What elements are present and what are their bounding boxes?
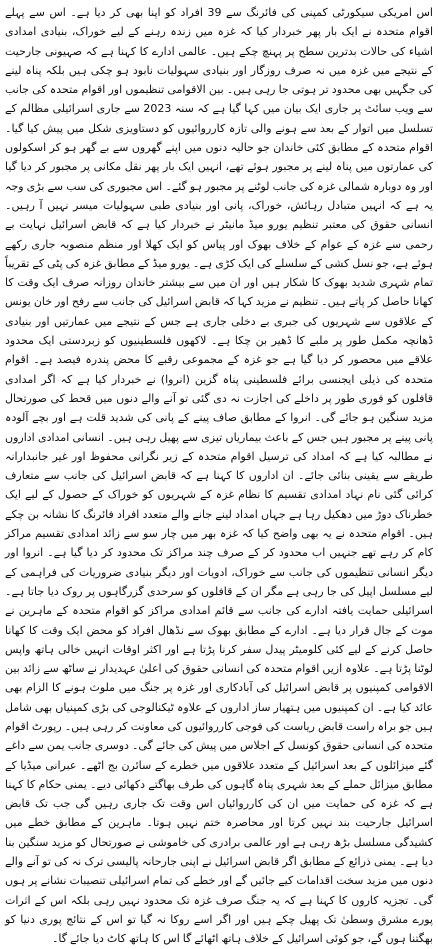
- article-body: اس امریکی سیکورٹی کمپنی کی فائرنگ سے 39 افراد کو اپنا بھی کر دیا ہے۔ اس سے پہلے اقوام متحدہ نے ایک بار پھر خبردار کیا کہ غزہ میں زندہ رہنے کے لیے خوراک، بنیادی امدادی اشیاء کی حالات بدترین سطح پر پہنچ چکے ہیں۔ عالمی ادارے کا کہنا ہے کہ صہیونی جارحیت کے نتیجے میں غزہ میں نہ صرف روزگار اور بنیادی سہولیات نابود ہو چکی ہیں بلکہ پناہ لینے کی جگہیں بھی محدود تر ہوتی جا رہی ہیں۔ بین الاقوامی تنظیموں اور اقوام متحدہ کی جانب سے ویب سائٹ پر جاری ایک بیان میں کہا گیا ہے کہ سنہ 2023 سے جاری اسرائیلی مظالم کے تسلسل میں اتوار کے بعد سے ہونے والی تازہ کارروائیوں کو دستاویزی شکل میں پیش کیا گیا۔ اقوام متحدہ کے مطابق کئی خاندان جو حالیہ دنوں میں اپنے گھروں سے بے گھر ہو کر اسکولوں کی عمارتوں میں پناہ لینے پر مجبور ہوئے تھے، انہیں ایک بار پھر نقل مکانی پر مجبور کر دیا گیا اور وہ دوبارہ شمالی غزہ کی جانب لوٹنے پر مجبور ہو گئے۔ اس مجبوری کی سب سے بڑی وجہ یہ ہے کہ انہیں متبادل رہائش، خوراک، پانی اور بنیادی طبی سہولیات میسر نہیں آ رہیں۔ انسانی حقوق کی معتبر تنظیم یورو میڈ مانیٹر نے خبردار کیا ہے کہ قابض اسرائیل نہایت بے رحمی سے غزہ کے عوام کے خلاف بھوک اور پیاس کو ایک کھلا اور منظم منصوبہ جاری رکھے ہوئے ہے، جو نسل کشی کے سلسلے کی ایک کڑی ہے۔ یورو میڈ کے مطابق غزہ کی پٹی کے تقریباً تمام شہری شدید بھوک کا شکار ہیں اور ان میں سے بیشتر خاندان روزانہ صرف ایک وقت کا کھانا حاصل کر پاتے ہیں۔ تنظیم نے مزید کہا کہ قابض اسرائیل کی جانب سے رفح اور خان یونس کے علاقوں سے شہریوں کی جبری بے دخلی جاری ہے جس کے نتیجے میں عمارتیں اور بنیادی ڈھانچہ مکمل طور پر ملبے کا ڈھیر بن چکا ہے۔ لاکھوں فلسطینیوں کو زبردستی ایک محدود علاقے میں محصور کر دیا گیا ہے جو غزہ کے مجموعی رقبے کا محض پندرہ فیصد ہے۔ اقوام متحدہ کی ذیلی ایجنسی برائے فلسطینی پناہ گزین (انروا) نے خبردار کیا ہے کہ اگر امدادی قافلوں کو فوری طور پر داخلے کی اجازت نہ دی گئی تو آنے والے دنوں میں قحط کی صورتحال مزید سنگین ہو جائے گی۔ انروا کے مطابق صاف پینے کے پانی کی شدید قلت ہے اور بچے آلودہ پانی پینے پر مجبور ہیں جس کے باعث بیماریاں تیزی سے پھیل رہی ہیں۔ انسانی امدادی اداروں نے مطالبہ کیا ہے کہ امداد کی ترسیل اقوام متحدہ کے زیر نگرانی محفوظ اور غیر جانبدارانہ طریقے سے یقینی بنائی جائے۔ ان اداروں کا کہنا ہے کہ قابض اسرائیل کی جانب سے متعارف کرائی گئی نام نہاد امدادی تقسیم کا نظام غزہ کے شہریوں کو خوراک کے حصول کے لیے ایک خطرناک دوڑ میں دھکیل رہا ہے جہاں امداد لینے جانے والے متعدد افراد فائرنگ کا نشانہ بن چکے ہیں۔ اقوام متحدہ نے یہ بھی واضح کیا کہ غزہ بھر میں چار سو سے زائد امدادی تقسیم مراکز کام کر رہے تھے جنہیں اب محدود کر کے صرف چند مراکز تک محدود کر دیا گیا ہے۔ انروا اور دیگر انسانی تنظیموں کی جانب سے خوراک، ادویات اور دیگر بنیادی ضروریات کی فراہمی کے لیے مسلسل اپیل کی جا رہی ہے مگر ان کے قافلوں کو سرحدی گزرگاہوں پر روک دیا جاتا ہے۔ اسرائیلی حمایت یافتہ ادارے کی جانب سے قائم امدادی مراکز کو اقوام متحدہ کے ماہرین نے موت کے جال قرار دیا ہے۔ ادارے کے مطابق بھوک سے نڈھال افراد کو محض ایک وقت کا کھانا حاصل کرنے کے لیے کئی کلومیٹر پیدل سفر کرنا پڑتا ہے اور اکثر اوقات انہیں خالی ہاتھ واپس لوٹنا پڑتا ہے۔ علاوہ ازیں اقوام متحدہ کی انسانی حقوق کی اعلیٰ عہدیدار نے ساٹھ سے زائد بین الاقوامی کمپنیوں پر قابض اسرائیل کی آبادکاری اور غزہ پر جنگ میں ملوث ہونے کا الزام بھی عائد کیا ہے۔ ان کمپنیوں میں ہتھیار ساز اداروں کے علاوہ ٹیکنالوجی کی بڑی کمپنیاں بھی شامل ہیں جو براہ راست قابض ریاست کی فوجی کارروائیوں کی معاونت کر رہی ہیں۔ رپورٹ اقوام متحدہ کی انسانی حقوق کونسل کے اجلاس میں پیش کی جائے گی۔ دوسری جانب یمن سے داغے گئے میزائلوں کے بعد اسرائیل کے متعدد علاقوں میں خطرے کے سائرن بج اٹھے۔ عبرانی میڈیا کے مطابق میزائل حملے کے بعد شہری پناہ گاہوں کی طرف بھاگتے دکھائی دیے۔ یمنی حکام کا کہنا ہے کہ غزہ کی حمایت میں ان کی کارروائیاں اس وقت تک جاری رہیں گی جب تک قابض اسرائیل جارحیت بند نہیں کرتا اور محاصرہ ختم نہیں ہوتا۔ ماہرین کے مطابق خطے میں کشیدگی مسلسل بڑھ رہی ہے اور عالمی برادری کی خاموشی نے صورتحال کو مزید سنگین بنا دیا ہے۔ یمنی ذرائع کے مطابق اگر قابض اسرائیل نے اپنی جارحانہ پالیسی ترک نہ کی تو آنے والے دنوں میں مزید سخت اقدامات کیے جائیں گے اور خطے کی تمام اسرائیلی تنصیبات نشانے پر ہوں گی۔ تجزیہ کاروں کا کہنا ہے کہ یہ جنگ صرف غزہ تک محدود نہیں رہی بلکہ اس کے اثرات پورے مشرق وسطیٰ تک پھیل چکے ہیں اور اگر اسے روکا نہ گیا تو اس کے نتائج پوری دنیا کو بھگتنا ہوں گے، جو کوئی اسرائیل کے خلاف ہاتھ اٹھائے گا اس کا ہاتھ کاٹ دیا جائے گا۔: [5, 6, 433, 946]
